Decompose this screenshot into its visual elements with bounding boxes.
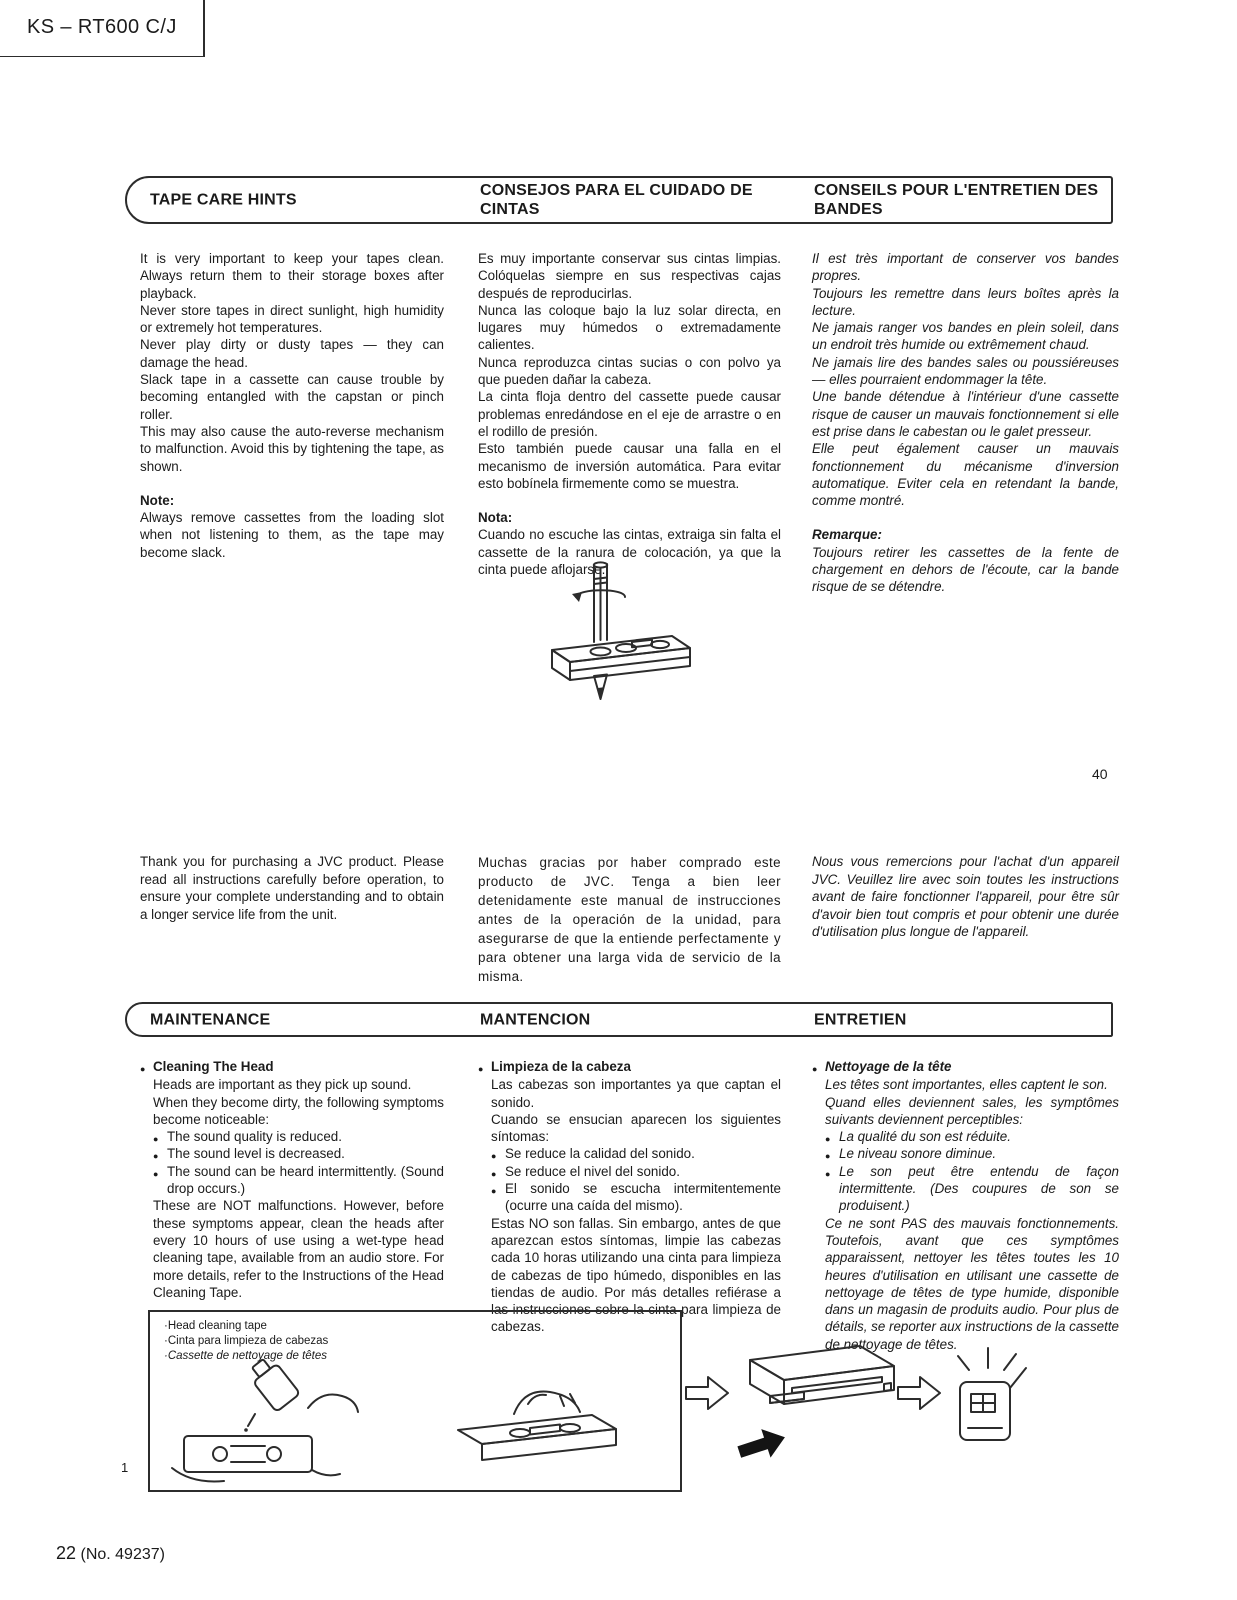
note-block [140, 492, 444, 561]
cleaning-figure-box [148, 1310, 682, 1492]
footer-page-number: 22 [56, 1543, 77, 1563]
paragraph: Toujours les remettre dans leurs boîtes après la lecture. [812, 285, 1119, 318]
figure-label-en: ·Head cleaning tape [164, 1320, 267, 1332]
paragraph: Ne jamais ranger vos bandes en plein soleil, dans un endroit très humide ou extrêmement chaud. [812, 320, 1119, 353]
paragraph: Une bande détendue à l'intérieur d'une cassette risque de causer un mauvais fonctionnement si elle est prise dans le cabestan ou le galet presseur. [812, 389, 1119, 439]
paragraph: These are NOT malfunctions. However, before these symptoms appear, clean the heads after every 10 hours of use using a wet-type head cleaning tape, available from an audio store. For more details, refer to the Instructions of the Head Cleaning Tape. [153, 1198, 444, 1300]
list-item: ● Se reduce el nivel del sonido. [491, 1163, 781, 1180]
head-unit-illustration [732, 1332, 904, 1472]
paragraph: Esto también puede causar una falla en el mecanismo de inversión automática. Para evitar esto bobínela firmemente como se muestra. [478, 441, 781, 491]
subsection-body [825, 1076, 1119, 1353]
tape-care-title-fr: CONSEILS POUR L'ENTRETIEN DES BANDES [814, 182, 1099, 218]
paragraph: Elle peut également causer un mauvais fonctionnement du mécanisme d'inversion automatique. Eviter cela en retendant la bande, comme montré. [812, 441, 1119, 509]
figure-label-fr: ·Cassette de nettoyage de têtes [164, 1350, 328, 1362]
cleaning-hands-illustration [158, 1358, 674, 1488]
figure-label-es: ·Cinta para limpieza de cabezas [164, 1335, 329, 1347]
maintenance-header-box [125, 1002, 1113, 1037]
paragraph: Never play dirty or dusty tapes — they can damage the head. [140, 337, 444, 370]
model-header [0, 0, 205, 57]
intro-es [478, 853, 781, 986]
paragraph: Les têtes sont importantes, elles captent le son. [825, 1077, 1108, 1093]
arrow-right-icon [684, 1374, 730, 1412]
paragraph: Heads are important as they pick up sound. [153, 1077, 412, 1093]
list-item: ● Se reduce la calidad del sonido. [491, 1145, 781, 1162]
paragraph: Estas NO son fallas. Sin embargo, antes de que aparezcan estos síntomas, limpie las cabezas cada 10 horas utilizando una cinta para limpieza de cabezas de tipo húmedo, disponibles en las tiendas de audio. Por más detalles refiérase a las instrucciones sobre la cinta para limpieza de cabezas. [491, 1215, 781, 1335]
subsection-title: ● Limpieza de la cabeza [478, 1058, 781, 1075]
note-label: Remarque: [812, 527, 882, 543]
list-item: ● The sound level is decreased. [153, 1145, 444, 1162]
subsection-body [153, 1076, 444, 1301]
symptom-list [491, 1145, 781, 1214]
symptom-list [153, 1128, 444, 1197]
list-item: ● The sound quality is reduced. [153, 1128, 444, 1145]
figure-number: 1 [121, 1460, 129, 1475]
footer [56, 1543, 165, 1564]
list-item: ● La qualité du son est réduite. [825, 1128, 1119, 1145]
footer-reference: (No. 49237) [80, 1546, 165, 1563]
paragraph: Slack tape in a cassette can cause trouble by becoming entangled with the capstan or pinch roller. [140, 372, 444, 422]
arrow-right-icon [896, 1374, 942, 1412]
paragraph: La cinta floja dentro del cassette puede causar problemas enredándose en el eje de arrastre o en el rodillo de presión. [478, 389, 781, 439]
note-text: Always remove cassettes from the loading slot when not listening to them, as the tape may become slack. [140, 510, 444, 560]
subsection-body [491, 1076, 781, 1335]
maintenance-title-fr: ENTRETIEN [814, 1011, 907, 1028]
cassette-pencil-illustration [528, 552, 710, 720]
list-item: ● Le son peut être entendu de façon intermittente. (Des coupures de son se produisent.) [825, 1163, 1119, 1215]
paragraph: Las cabezas son importantes ya que captan el sonido. [491, 1077, 781, 1110]
list-item: ● Le niveau sonore diminue. [825, 1145, 1119, 1162]
receiver-sound-icon [944, 1336, 1030, 1458]
paragraph: This may also cause the auto-reverse mechanism to malfunction. Avoid this by tightening the tape, as shown. [140, 423, 444, 474]
tape-care-fr-column [812, 250, 1119, 596]
tape-care-title-es: CONSEJOS PARA EL CUIDADO DE CINTAS [480, 182, 753, 218]
maintenance-title-es: MANTENCION [480, 1011, 591, 1028]
intro-en [140, 853, 444, 923]
note-text: Cuando no escuche las cintas, extraiga sin falta el cassette de la ranura de colocación, ya que la cinta puede aflojarse. [478, 527, 781, 578]
page-number: 40 [1092, 766, 1108, 782]
paragraph: Nunca reproduzca cintas sucias o con polvo ya que pueden dañar la cabeza. [478, 354, 781, 388]
paragraph: When they become dirty, the following symptoms become noticeable: [153, 1094, 444, 1127]
paragraph: Thank you for purchasing a JVC product. Please read all instructions carefully before operation, to ensure your complete understanding and to obtain a longer service life from the unit. [140, 854, 444, 922]
intro-fr [812, 853, 1119, 941]
symptom-list [825, 1128, 1119, 1214]
list-item: ● The sound can be heard intermittently. (Sound drop occurs.) [153, 1163, 444, 1198]
maintenance-title-en: MAINTENANCE [150, 1011, 271, 1028]
paragraph: Ce ne sont PAS des mauvais fonctionnements. Toutefois, avant que ces symptômes apparaissent, nettoyer les têtes toutes les 10 heures d'utilisation en utilisant une cassette de nettoyage de têtes de type humide, disponible dans un magasin de produits audio. Pour plus de détails, se reporter aux instructions de la cassette de nettoyage de têtes. [825, 1215, 1119, 1352]
note-label: Note: [140, 492, 175, 508]
maintenance-en-column [140, 1058, 444, 1301]
paragraph: Nous vous remercions pour l'achat d'un appareil JVC. Veuillez lire avec soin toutes les instructions avant de faire fonctionner l'appareil, pour être sûr d'avoir bien tout compris et pour obtenir une durée d'utilisation plus longue de l'appareil. [812, 854, 1119, 939]
paragraph: Cuando se ensucian aparecen los siguientes síntomas: [491, 1111, 781, 1145]
tape-care-title-en: TAPE CARE HINTS [150, 191, 297, 209]
paragraph: Nunca las coloque bajo la luz solar directa, en lugares muy húmedos o extremadamente calientes. [478, 302, 781, 353]
paragraph: Muchas gracias por haber comprado este producto de JVC. Tenga a bien leer detenidamente este manual de instrucciones antes de la operación de la unidad, para asegurarse de que la entiende perfectamente y para obtener una larga vida de servicio de la misma. [478, 855, 781, 984]
note-block [812, 526, 1119, 595]
paragraph: Quand elles deviennent sales, les symptômes suivants deviennent perceptibles: [825, 1094, 1119, 1127]
paragraph: Il est très important de conserver vos bandes propres. [812, 251, 1119, 284]
tape-care-header-box [125, 176, 1113, 224]
tape-care-es-column [478, 250, 781, 578]
model-number: KS – RT600 C/J [27, 16, 177, 38]
paragraph: Never store tapes in direct sunlight, high humidity or extremely hot temperatures. [140, 302, 444, 336]
paragraph: Ne jamais lire des bandes sales ou poussiéreuses — elles pourraient endommager la tête. [812, 354, 1119, 388]
paragraph: It is very important to keep your tapes clean. Always return them to their storage boxes after playback. [140, 251, 444, 301]
note-label: Nota: [478, 510, 513, 526]
note-text: Toujours retirer les cassettes de la fente de chargement en dehors de l'écoute, car la bande risque de se détendre. [812, 544, 1119, 595]
subsection-title: ● Nettoyage de la tête [812, 1058, 1119, 1075]
maintenance-fr-column [812, 1058, 1119, 1353]
subsection-title: ● Cleaning The Head [140, 1058, 444, 1075]
maintenance-es-column [478, 1058, 781, 1336]
tape-care-en-column [140, 250, 444, 561]
list-item: ● El sonido se escucha intermitentemente (ocurre una caída del mismo). [491, 1180, 781, 1215]
paragraph: Es muy importante conservar sus cintas limpias. Colóquelas siempre en sus respectivas cajas después de reproducirlas. [478, 251, 781, 301]
